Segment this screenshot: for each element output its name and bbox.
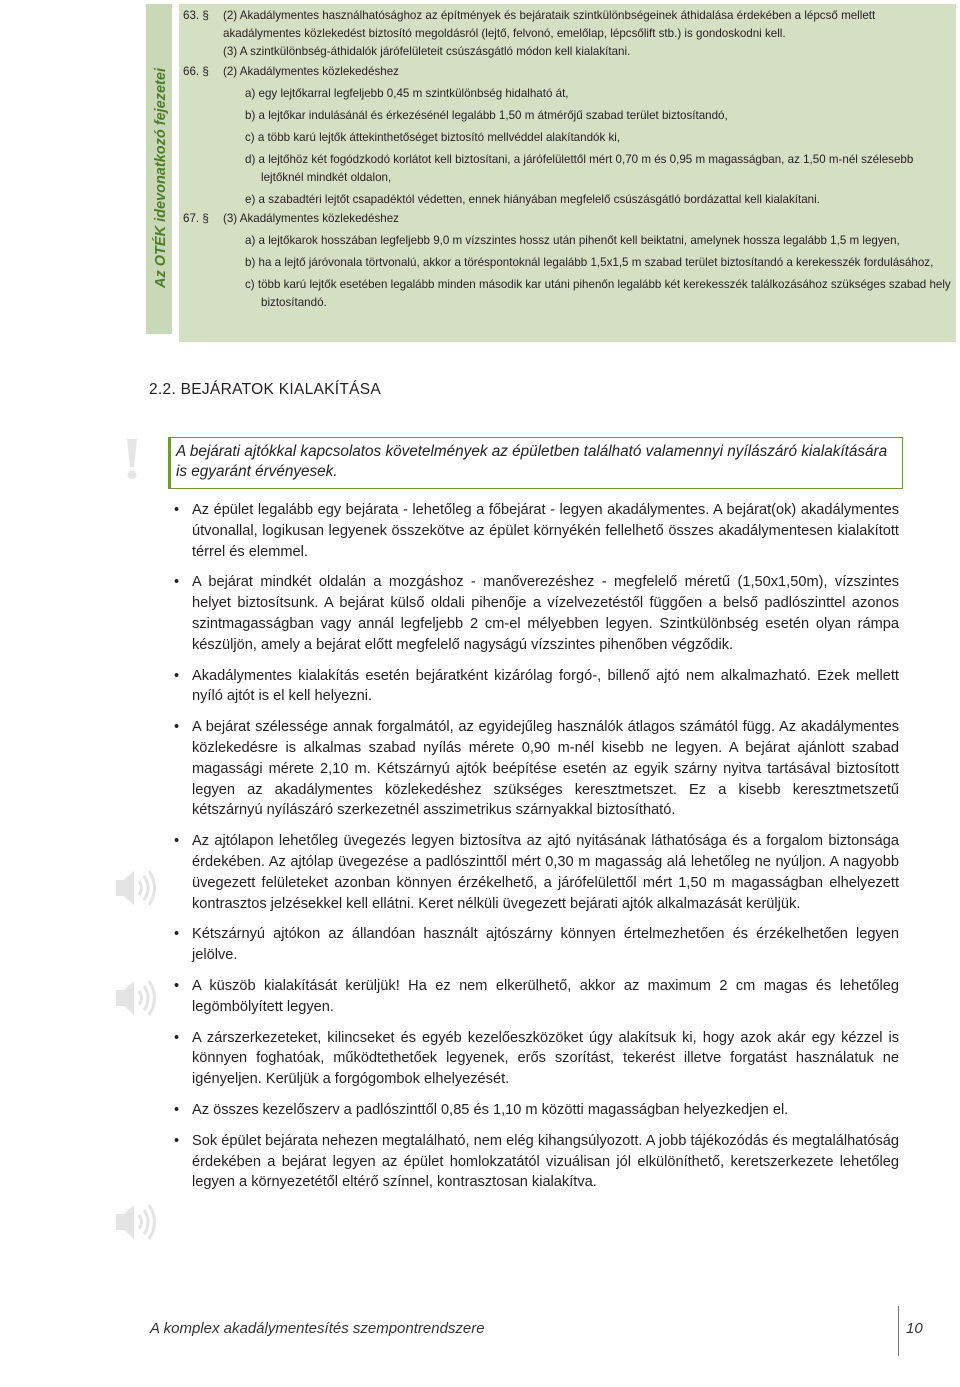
list-item: • Akadálymentes kialakítás esetén bejáratként kizárólag forgó-, billenő ajtó nem alkalmazható. Ezek mellett nyíló ajtót is el kell helyezni. (174, 666, 899, 708)
section-66-intro: (2) Akadálymentes közlekedéshez (223, 65, 399, 78)
list-item: • Az épület legalább egy bejárata - lehetőleg a főbejárat - legyen akadálymentes. A bejárat(ok) akadálymentes útvonallal, logikusan legyenek összekötve az épület környékén fellelhető összes akadálymentesen kialakított térrel és elemmel. (174, 500, 899, 562)
list-item: • Az összes kezelőszerv a padlószinttől 0,85 és 1,10 m közötti magasságban helyezkedjen el. (174, 1100, 899, 1121)
section-66-a: a) egy lejtőkarral legfeljebb 0,45 m szintkülönbség hidalható át, (245, 87, 569, 100)
section-66-b: b) a lejtőkar indulásánál és érkezésénél legalább 1,50 m átmérőjű szabad terület biztosítandó, (245, 109, 728, 122)
exclamation-icon (113, 437, 151, 481)
page-number: 10 (906, 1320, 923, 1337)
section-66-number: 66. § (183, 65, 209, 78)
section-67-a: a) a lejtőkarok hosszában legfeljebb 9,0 m vízszintes hossz után pihenőt kell beiktatni, amelynek hossza legalább 1,5 m legyen, (245, 234, 900, 247)
requirements-list (174, 500, 899, 1203)
speaker-icon (112, 977, 158, 1019)
section-63 (183, 7, 953, 43)
speaker-icon (112, 1201, 158, 1243)
oteks-excerpt-text (183, 7, 953, 312)
list-item: • Sok épület bejárata nehezen megtalálható, nem elég kihangsúlyozott. A jobb tájékozódás és megtalálhatóság érdekében a bejárat legyen az épület homlokzatától vizuálisan jól elkülöníthető, keretszerkezete lehetőleg legyen a környezetétől eltérő színnel, kontrasztosan kialakítva. (174, 1131, 899, 1193)
section-67 (183, 210, 953, 228)
section-63-para-3: (3) A szintkülönbség-áthidalók járófelületeit csúszásgátló módon kell kialakítani. (223, 45, 631, 58)
footer-divider (898, 1306, 899, 1356)
list-item: • Kétszárnyú ajtókon az állandóan használt ajtószárny könnyen értelmezhetően és érzékelhetően legyen jelölve. (174, 924, 899, 966)
list-item: • A bejárat szélessége annak forgalmától, az egyidejűleg használók átlagos számától függ. Az akadálymentes közlekedésre is alkalmas szabad nyílás mérete 0,90 m-nél kisebb ne legyen. A bejárat ajánlott szabad magassági mérete 2,10 m. Kétszárnyú ajtók beépítése esetén az egyik szárny nyitva tartásával biztosított legyen az akadálymentes közlekedéshez szükséges keresztmetszet. Ez a kisebb keresztmetszetű kétszárnyú nyílászáró szerkezetnél asszimetrikus szárnyakkal biztosítható. (174, 717, 899, 821)
section-title: 2.2. BEJÁRATOK KIALAKÍTÁSA (149, 381, 382, 398)
chapter-side-label (146, 4, 172, 334)
notice-text: A bejárati ajtókkal kapcsolatos követelmények az épületben található valamennyi nyílászáró kialakítására is egyaránt érvényesek. (176, 443, 888, 480)
section-67-number: 67. § (183, 212, 209, 225)
section-66 (183, 63, 953, 81)
section-63-number: 63. § (183, 9, 209, 22)
section-66-e: e) a szabadtéri lejtőt csapadéktól védetten, ennek hiányában megfelelő csúszásgátló bordázattal kell kialakítani. (245, 193, 820, 206)
list-item: • A küszöb kialakítását kerüljük! Ha ez nem elkerülhető, akkor az maximum 2 cm magas és lehetőleg legömbölyített legyen. (174, 976, 899, 1018)
footer-title: A komplex akadálymentesítés szempontrendszere (150, 1320, 485, 1337)
section-67-b: b) ha a lejtő járóvonala törtvonalú, akkor a töréspontoknál legalább 1,5x1,5 m szabad terület biztosítandó a kerekesszék fordulásához, (245, 256, 934, 269)
section-67-intro: (3) Akadálymentes közlekedéshez (223, 212, 399, 225)
section-67-c: c) több karú lejtők esetében legalább minden második kar utáni pihenőn legalább két kerekesszék találkozásához szükséges szabad hely biztosítandó. (245, 278, 951, 309)
section-66-c: c) a több karú lejtők áttekinthetőséget biztosító mellvéddel alakítandók ki, (245, 131, 621, 144)
section-66-d: d) a lejtőhöz két fogódzkodó korlátot kell biztosítani, a járófelülettől mért 0,70 m és 0,95 m magasságban, az 1,50 m-nél szélesebb lejtőknél mindkét oldalon, (245, 153, 914, 184)
chapter-side-label-graphic (150, 8, 170, 328)
list-item: • A bejárat mindkét oldalán a mozgáshoz - manőverezéshez - megfelelő méretű (1,50x1,50m), vízszintes helyet biztosítsunk. A bejárat külső oldali pihenője a vízelvezetéstől függően a belső padlószinttel azonos szintmagasságban vagy annál legfeljebb 2 cm-el mélyebben legyen. Szintkülönbség esetén olyan rámpa készüljön, amely a bejárat előtt megfelelő nagyságú vízszintes pihenőben végződik. (174, 572, 899, 655)
speaker-icon (112, 867, 158, 909)
list-item: • Az ajtólapon lehetőleg üvegezés legyen biztosítva az ajtó nyitásának láthatósága és a forgalom biztonsága érdekében. Az ajtólap üvegezése a padlószinttől mért 0,30 m magasság alá lehetőleg ne nyúljon. A nagyobb üvegezett felületeket azonban könnyen érzékelhető, a járófelülettől mért 1,50 m magasságban elhelyezett kontrasztos jelzésekkel kell ellátni. Keret nélküli üvegezett bejárati ajtók alkalmazását kerüljük. (174, 831, 899, 914)
section-63-text: (2) Akadálymentes használhatósághoz az építmények és bejárataik szintkülönbségeinek áthidalása érdekében a lépcső mellett akadálymentes közlekedést biztosító megoldásról (lejtő, felvonó, emelőlap, lépcsőlift stb.) is gondoskodni kell. (223, 9, 876, 40)
chapter-side-label-text: Az OTÉK idevonatkozó fejezetei (153, 68, 169, 288)
list-item: • A zárszerkezeteket, kilincseket és egyéb kezelőeszközöket úgy alakítsuk ki, hogy azok akár egy kézzel is könnyen foghatóak, működtethetőek legyenek, erős szorítást, tekerést illetve forgatást használatuk ne igényeljen. Kerüljük a forgógombok elhelyezését. (174, 1028, 899, 1090)
